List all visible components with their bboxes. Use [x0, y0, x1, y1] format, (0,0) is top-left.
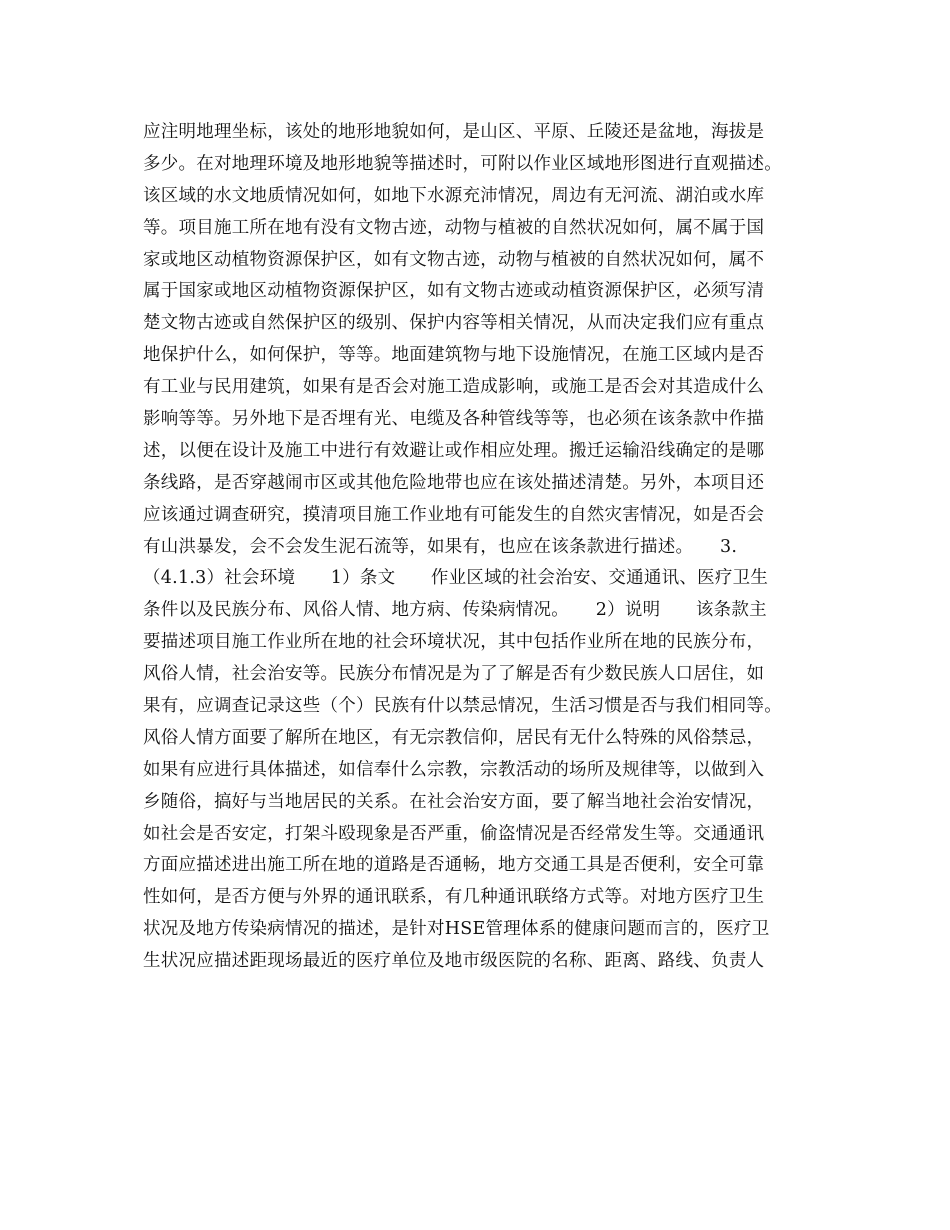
text-line: 该区域的水文地质情况如何，如地下水源充沛情况，周边有无河流、湖泊或水库 — [143, 185, 765, 206]
text-line: 果有，应调查记录这些（个）民族有什以禁忌情况，生活习惯是否与我们相同等。 — [143, 696, 782, 717]
text-line: 如果有应进行具体描述，如信奉什么宗教，宗教活动的场所及规律等，以做到入 — [143, 759, 765, 780]
text-line: 方面应描述进出施工所在地的道路是否通畅，地方交通工具是否便利，安全可靠 — [143, 855, 765, 876]
text-line: 有山洪暴发，会不会发生泥石流等，如果有，也应在该条款进行描述。 3. — [143, 536, 738, 557]
text-line: 影响等等。另外地下是否埋有光、电缆及各种管线等等，也必须在该条款中作描 — [143, 409, 765, 430]
text-line: 家或地区动植物资源保护区，如有文物古迹，动物与植被的自然状况如何，属不 — [143, 249, 765, 270]
text-line: 条件以及民族分布、风俗人情、地方病、传染病情况。 2）说明 该条款主 — [143, 600, 767, 621]
text-line: 乡随俗，搞好与当地居民的关系。在社会治安方面，要了解当地社会治安情况， — [143, 791, 765, 812]
text-line: 楚文物古迹或自然保护区的级别、保护内容等相关情况，从而决定我们应有重点 — [143, 313, 765, 334]
text-line: 有工业与民用建筑，如果有是否会对施工造成影响，或施工是否会对其造成什么 — [143, 377, 765, 398]
text-line: 风俗人情，社会治安等。民族分布情况是为了了解是否有少数民族人口居住，如 — [143, 664, 765, 685]
body-text — [143, 117, 813, 978]
text-line: 应该通过调查研究，摸清项目施工作业地有可能发生的自然灾害情况，如是否会 — [143, 504, 765, 525]
text-line: 要描述项目施工作业所在地的社会环境状况，其中包括作业所在地的民族分布， — [143, 632, 765, 653]
text-line: 多少。在对地理环境及地形地貌等描述时，可附以作业区域地形图进行直观描述。 — [143, 153, 782, 174]
text-line: （4.1.3）社会环境 1）条文 作业区域的社会治安、交通通讯、医疗卫生 — [143, 568, 769, 589]
text-line: 条线路，是否穿越闹市区或其他危险地带也应在该处描述清楚。另外，本项目还 — [143, 472, 765, 493]
text-line: 如社会是否安定，打架斗殴现象是否严重，偷盗情况是否经常发生等。交通通讯 — [143, 823, 765, 844]
text-line: 应注明地理坐标，该处的地形地貌如何，是山区、平原、丘陵还是盆地，海拔是 — [143, 122, 765, 142]
text-line: 述，以便在设计及施工中进行有效避让或作相应处理。搬迁运输沿线确定的是哪 — [143, 440, 765, 461]
text-line: 地保护什么，如何保护，等等。地面建筑物与地下设施情况，在施工区域内是否 — [143, 345, 765, 366]
text-line: 状况及地方传染病情况的描述，是针对HSE管理体系的健康问题而言的，医疗卫 — [143, 919, 770, 940]
text-line: 风俗人情方面要了解所在地区，有无宗教信仰，居民有无什么特殊的风俗禁忌， — [143, 727, 765, 748]
text-line: 属于国家或地区动植物资源保护区，如有文物古迹或动植资源保护区，必须写清 — [143, 281, 765, 302]
text-line: 性如何，是否方便与外界的通讯联系，有几种通讯联络方式等。对地方医疗卫生 — [143, 887, 765, 908]
text-line: 等。项目施工所在地有没有文物古迹，动物与植被的自然状况如何，属不属于国 — [143, 217, 765, 238]
text-line: 生状况应描述距现场最近的医疗单位及地市级医院的名称、距离、路线、负责人 — [143, 951, 765, 972]
